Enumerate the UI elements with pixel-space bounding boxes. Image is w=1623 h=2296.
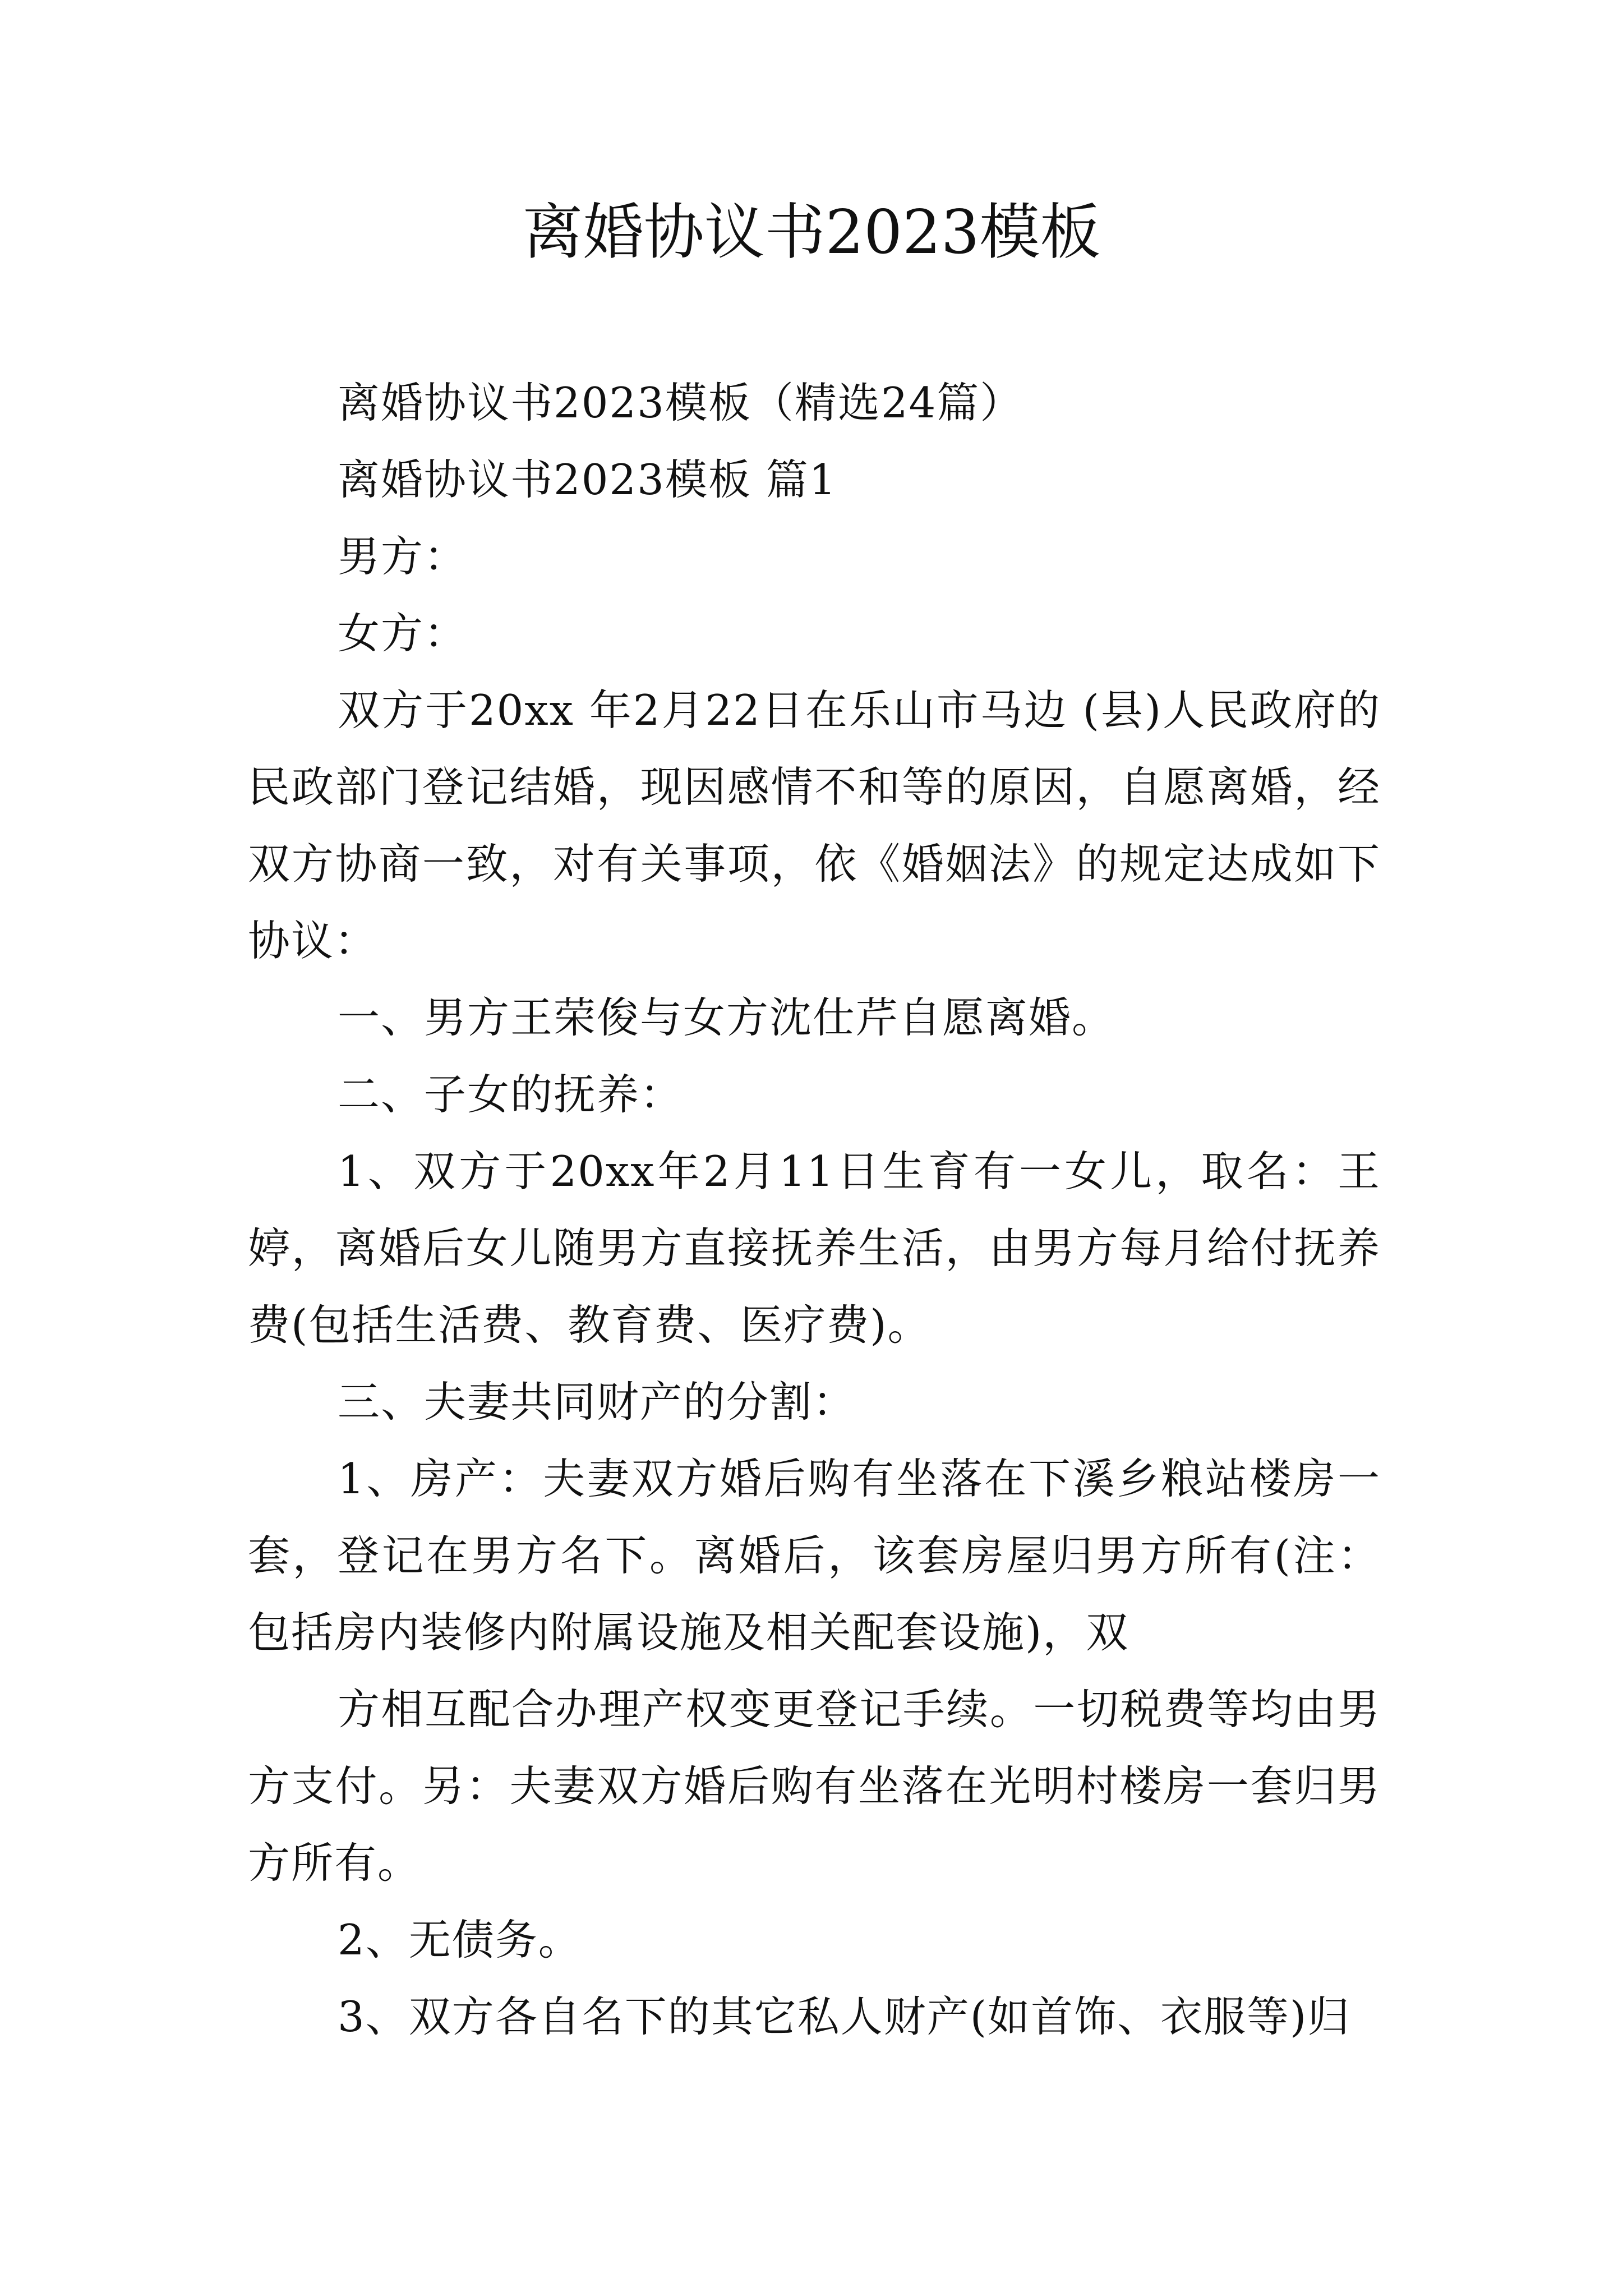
paragraph-intro: 双方于20xx 年2月22日在乐山市马边 (县)人民政府的民政部门登记结婚，现因感情不和等的原因，自愿离婚，经双方协商一致，对有关事项，依《婚姻法》的规定达成如下协议： [248,685,1381,965]
paragraph-clause-3-2: 2、无债务。 [338,1915,582,1964]
paragraph-male-party: 男方： [338,532,468,581]
paragraph-subtitle: 离婚协议书2023模板（精选24篇） [338,378,1023,427]
paragraph-clause-3-3: 3、双方各自名下的其它私人财产(如首饰、衣服等)归 [338,1992,1351,2041]
document-title: 离婚协议书2023模板 [522,197,1101,268]
paragraph-clause-3-heading: 三、夫妻共同财产的分割： [338,1377,856,1427]
document-body [248,365,1381,2055]
paragraph-clause-2-heading: 二、子女的抚养： [338,1070,684,1119]
paragraph-female-party: 女方： [338,609,468,658]
paragraph-clause-1: 一、男方王荣俊与女方沈仕芹自愿离婚。 [338,993,1115,1042]
paragraph-section-heading: 离婚协议书2023模板 篇1 [338,455,837,504]
paragraph-clause-2-1: 1、双方于20xx年2月11日生育有一女儿，取名：王婷，离婚后女儿随男方直接抚养生活，由男方每月给付抚养费(包括生活费、教育费、医疗费)。 [248,1147,1381,1350]
paragraph-clause-3-1-cont: 方相互配合办理产权变更登记手续。一切税费等均由男方支付。另：夫妻双方婚后购有坐落在光明村楼房一套归男方所有。 [248,1685,1381,1888]
paragraph-clause-3-1: 1、房产：夫妻双方婚后购有坐落在下溪乡粮站楼房一套，登记在男方名下。离婚后，该套房屋归男方所有(注：包括房内装修内附属设施及相关配套设施)，双 [248,1454,1381,1657]
